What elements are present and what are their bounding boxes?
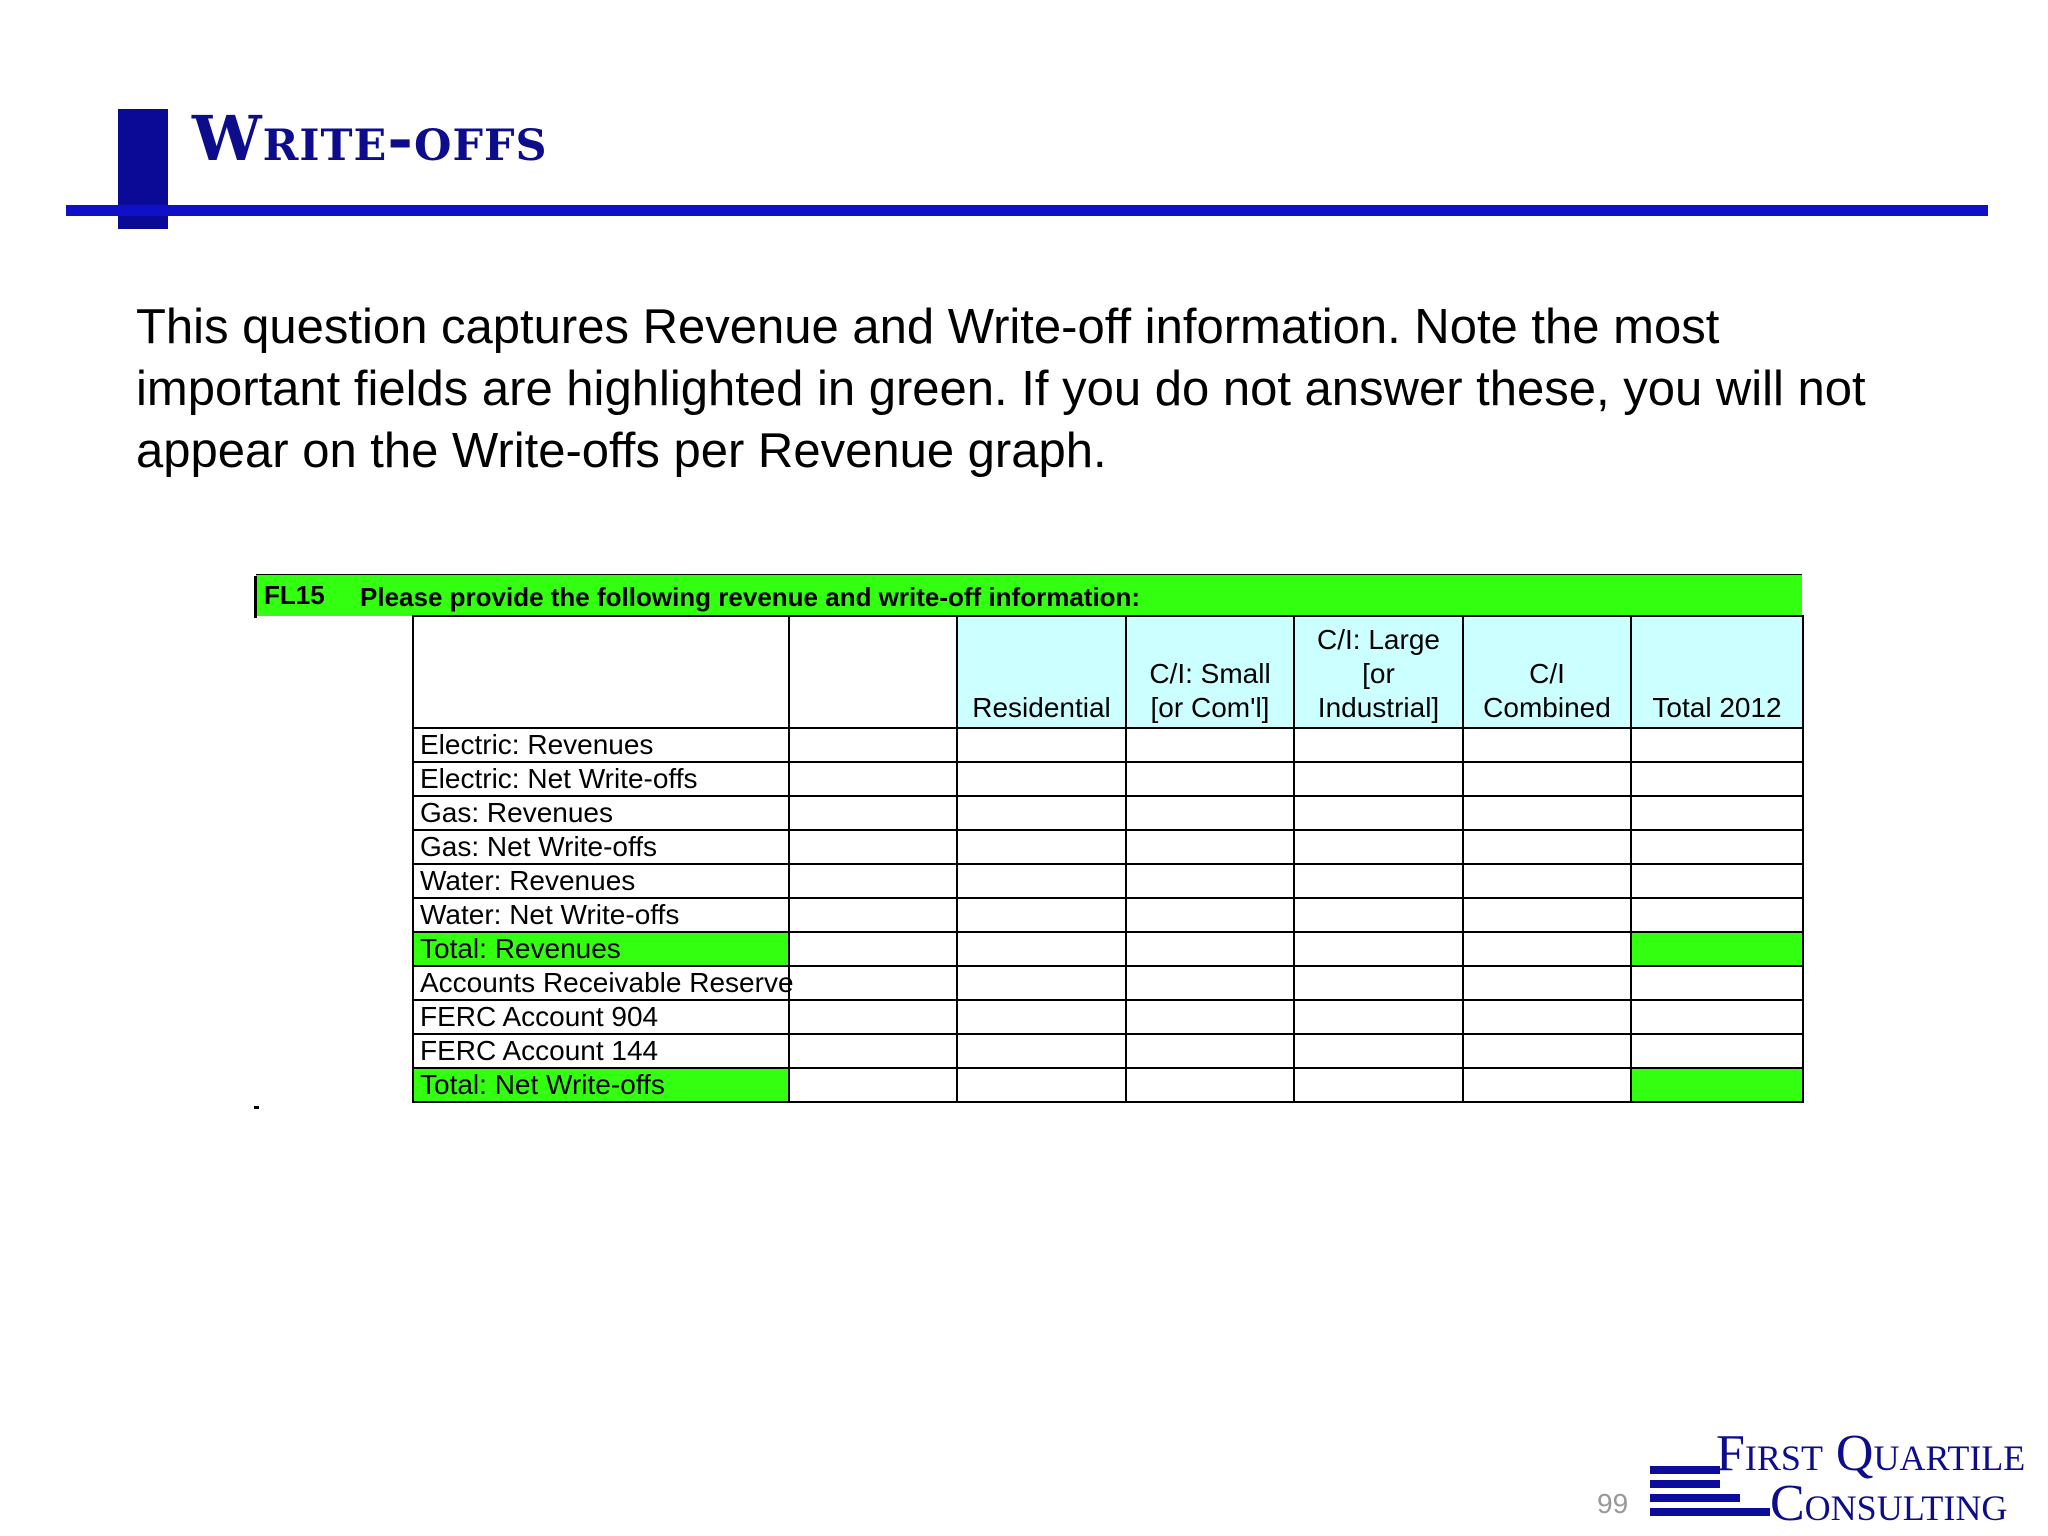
input-cell[interactable]: [957, 728, 1126, 762]
input-cell[interactable]: [1463, 796, 1631, 830]
input-cell[interactable]: [957, 762, 1126, 796]
column-header: Total 2012: [1631, 616, 1803, 728]
input-cell[interactable]: [1463, 898, 1631, 932]
row-label: FERC Account 904: [413, 1000, 789, 1034]
input-cell[interactable]: [957, 932, 1126, 966]
input-cell[interactable]: [1463, 830, 1631, 864]
input-cell[interactable]: [1631, 796, 1803, 830]
input-cell[interactable]: [1294, 796, 1463, 830]
input-cell[interactable]: [957, 898, 1126, 932]
logo-line-2: Consulting: [1770, 1475, 2008, 1532]
input-cell[interactable]: [1126, 762, 1294, 796]
bracket-mark: [254, 576, 257, 618]
input-cell[interactable]: [1126, 796, 1294, 830]
input-cell[interactable]: [1463, 966, 1631, 1000]
input-cell[interactable]: [1126, 1000, 1294, 1034]
input-cell[interactable]: [1463, 762, 1631, 796]
input-cell[interactable]: [1294, 864, 1463, 898]
table-row: [413, 1000, 1803, 1034]
input-cell[interactable]: [1126, 830, 1294, 864]
input-cell[interactable]: [789, 762, 957, 796]
input-cell[interactable]: [1463, 932, 1631, 966]
row-label: Total: Net Write-offs: [413, 1068, 789, 1102]
input-cell[interactable]: [1294, 728, 1463, 762]
input-cell[interactable]: [789, 898, 957, 932]
input-cell[interactable]: [789, 932, 957, 966]
page-number: 99: [1597, 1488, 1629, 1519]
table-header-row: [413, 616, 1803, 728]
input-cell[interactable]: [1631, 830, 1803, 864]
input-cell[interactable]: [1126, 728, 1294, 762]
table-row: [413, 932, 1803, 966]
input-cell[interactable]: [1294, 966, 1463, 1000]
input-cell[interactable]: [1126, 1034, 1294, 1068]
table-row: [413, 796, 1803, 830]
column-header: [789, 616, 957, 728]
column-header: C/I: Small [or Com'l]: [1126, 616, 1294, 728]
input-cell[interactable]: [957, 1034, 1126, 1068]
row-label: Accounts Receivable Reserve: [413, 966, 789, 1000]
input-cell[interactable]: [1294, 762, 1463, 796]
row-label: Water: Revenues: [413, 864, 789, 898]
question-header: [256, 574, 1802, 616]
row-label: Gas: Net Write-offs: [413, 830, 789, 864]
table-row: [413, 898, 1803, 932]
input-cell[interactable]: [789, 796, 957, 830]
input-cell[interactable]: [1294, 1068, 1463, 1102]
input-cell[interactable]: [1463, 1034, 1631, 1068]
column-header: Residential: [957, 616, 1126, 728]
table-row: [413, 728, 1803, 762]
input-cell[interactable]: [789, 830, 957, 864]
input-cell[interactable]: [789, 728, 957, 762]
table-row: [413, 966, 1803, 1000]
input-cell[interactable]: [1294, 1000, 1463, 1034]
question-id: FL15: [264, 580, 325, 610]
input-cell[interactable]: [1126, 898, 1294, 932]
title-underline: [66, 205, 1988, 216]
input-cell[interactable]: [1631, 966, 1803, 1000]
row-label: Electric: Revenues: [413, 728, 789, 762]
table-row: [413, 762, 1803, 796]
table-row: [413, 1034, 1803, 1068]
row-label: Total: Revenues: [413, 932, 789, 966]
input-cell[interactable]: [957, 966, 1126, 1000]
input-cell[interactable]: [1631, 1000, 1803, 1034]
input-cell[interactable]: [1126, 1068, 1294, 1102]
bracket-end-mark: [254, 1106, 259, 1109]
revenue-writeoff-table: [412, 615, 1804, 1103]
input-cell[interactable]: [957, 1068, 1126, 1102]
table-row: [413, 1068, 1803, 1102]
input-cell[interactable]: [1463, 728, 1631, 762]
input-cell[interactable]: [1126, 966, 1294, 1000]
input-cell[interactable]: [1631, 1034, 1803, 1068]
row-label: Gas: Revenues: [413, 796, 789, 830]
table-row: [413, 830, 1803, 864]
input-cell[interactable]: [789, 1000, 957, 1034]
input-cell[interactable]: [1631, 762, 1803, 796]
row-label: FERC Account 144: [413, 1034, 789, 1068]
column-header: C/I Combined: [1463, 616, 1631, 728]
input-cell[interactable]: [789, 1068, 957, 1102]
row-label: Electric: Net Write-offs: [413, 762, 789, 796]
input-cell[interactable]: [1631, 864, 1803, 898]
table-row: [413, 864, 1803, 898]
slide-title: Write-offs: [192, 102, 548, 175]
intro-paragraph: This question captures Revenue and Write-off information. Note the most important fields are highlighted in green. If you do not answer these, you will not appear on the Write-offs per Revenue graph.: [136, 300, 1866, 478]
input-cell[interactable]: [1294, 830, 1463, 864]
input-cell[interactable]: [957, 796, 1126, 830]
question-text: Please provide the following revenue and write-off information:: [360, 582, 1141, 612]
input-cell[interactable]: [1294, 932, 1463, 966]
input-cell[interactable]: [957, 864, 1126, 898]
input-cell[interactable]: [1294, 898, 1463, 932]
input-cell[interactable]: [1631, 1068, 1803, 1102]
input-cell[interactable]: [1463, 1000, 1631, 1034]
column-header: C/I: Large [or Industrial]: [1294, 616, 1463, 728]
input-cell[interactable]: [1631, 932, 1803, 966]
input-cell[interactable]: [1294, 1034, 1463, 1068]
column-header: [413, 616, 789, 728]
row-label: Water: Net Write-offs: [413, 898, 789, 932]
input-cell[interactable]: [1463, 1068, 1631, 1102]
input-cell[interactable]: [1126, 932, 1294, 966]
input-cell[interactable]: [1631, 898, 1803, 932]
input-cell[interactable]: [1126, 864, 1294, 898]
input-cell[interactable]: [957, 830, 1126, 864]
logo-line-1: First Quartile: [1716, 1425, 2026, 1482]
input-cell[interactable]: [789, 966, 957, 1000]
input-cell[interactable]: [789, 1034, 957, 1068]
input-cell[interactable]: [957, 1000, 1126, 1034]
input-cell[interactable]: [789, 864, 957, 898]
input-cell[interactable]: [1463, 864, 1631, 898]
input-cell[interactable]: [1631, 728, 1803, 762]
